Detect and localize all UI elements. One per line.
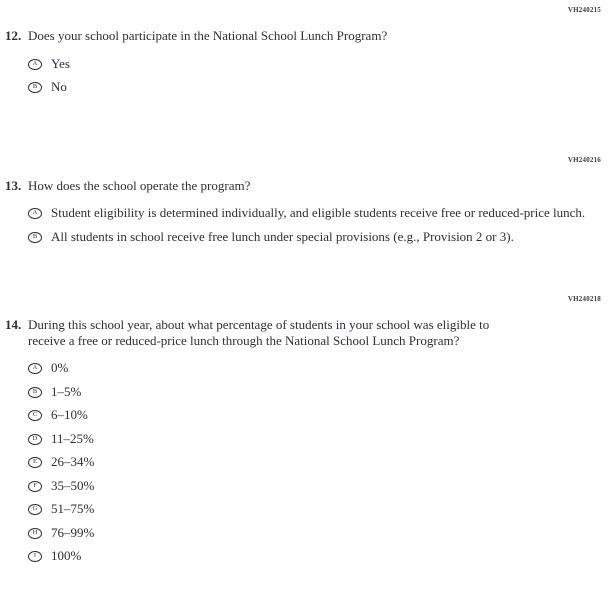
question-14-options [28,360,609,564]
question-13-options [28,205,609,244]
answer-bubble-icon[interactable] [28,551,42,562]
question-14 [0,317,609,348]
bubble-letter: E [33,458,37,466]
answer-bubble-icon[interactable] [28,528,42,539]
answer-bubble-icon[interactable] [28,59,42,70]
bubble-letter: A [32,59,38,67]
answer-bubble-icon[interactable] [28,457,42,468]
option-label: 51–75% [51,501,95,516]
option-label: 76–99% [51,524,95,540]
question-12-block [0,6,609,95]
bubble-letter: I [33,552,37,560]
option-14-b[interactable] [28,384,609,400]
item-code-12: VH240215 [567,6,601,14]
option-label: No [51,79,67,94]
bubble-letter: D [32,434,38,442]
option-14-i[interactable] [28,548,609,564]
question-12-number: 12. [5,28,22,43]
option-label: 26–34% [51,454,95,469]
answer-bubble-icon[interactable] [28,232,42,243]
option-13-b[interactable] [28,229,609,245]
option-12-b[interactable] [28,79,609,95]
question-13 [0,178,609,194]
bubble-letter: B [32,387,38,395]
answer-bubble-icon[interactable] [28,82,42,93]
question-13-text: How does the school operate the program? [28,177,251,193]
option-label: All students in school receive free lunch under special provisions (e.g., Provision 2 or 3). [51,228,514,244]
question-14-number: 14. [5,317,22,332]
question-13-number: 13. [5,177,22,193]
question-12-options [28,56,609,95]
item-code-14: VH240218 [567,295,601,303]
option-13-a[interactable] [28,205,609,221]
answer-bubble-icon[interactable] [28,481,42,492]
answer-bubble-icon[interactable] [28,504,42,515]
option-14-a[interactable] [28,360,609,376]
option-label: 0% [51,360,69,375]
answer-bubble-icon[interactable] [28,363,42,374]
answer-bubble-icon[interactable] [28,434,42,445]
bubble-letter: G [32,505,38,513]
option-label: 1–5% [51,383,82,399]
option-label: 100% [51,548,82,563]
option-12-a[interactable] [28,56,609,72]
option-14-d[interactable] [28,431,609,447]
answer-bubble-icon[interactable] [28,410,42,421]
bubble-letter: A [32,209,38,217]
bubble-letter: A [32,364,38,372]
item-code-13: VH240216 [567,155,601,164]
question-14-block [0,295,609,564]
option-14-g[interactable] [28,501,609,517]
question-13-block [0,156,609,245]
option-14-h[interactable] [28,525,609,541]
option-14-c[interactable] [28,407,609,423]
question-12-text: Does your school participate in the National School Lunch Program? [28,28,388,43]
bubble-letter: B [32,232,38,240]
answer-bubble-icon[interactable] [28,387,42,398]
option-label: Student eligibility is determined individually, and eligible students receive free or reduced-price lunch. [51,205,586,220]
option-label: 35–50% [51,477,95,493]
bubble-letter: C [32,411,38,419]
option-14-e[interactable] [28,454,609,470]
answer-bubble-icon[interactable] [28,208,42,219]
question-14-text: During this school year, about what percentage of students in your school was eligible to receive a free or reduced-price lunch through the National School Lunch Program? [28,317,490,348]
option-label: 6–10% [51,407,88,422]
bubble-letter: B [32,83,38,91]
bubble-letter: H [32,528,38,536]
option-label: Yes [51,55,70,71]
question-12 [0,28,609,44]
option-label: 11–25% [51,430,94,446]
bubble-letter: F [33,481,37,489]
option-14-f[interactable] [28,478,609,494]
